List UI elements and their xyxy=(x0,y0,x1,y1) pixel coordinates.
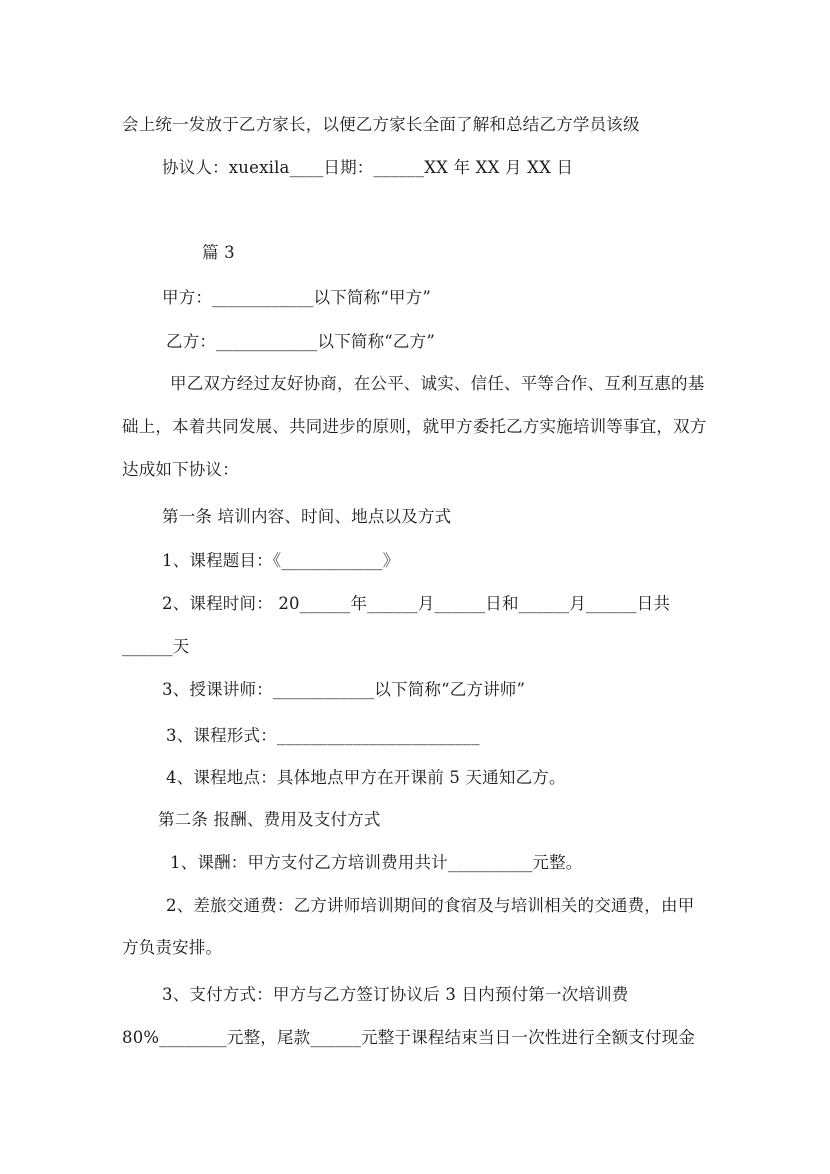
party-b-line: 乙方：____________以下简称“乙方” xyxy=(166,332,435,351)
paragraph-line: 甲乙双方经过友好协商，在公平、诚实、信任、平等合作、互利互惠的基 xyxy=(170,374,705,393)
clause-line: 3、授课讲师：____________以下简称“乙方讲师” xyxy=(162,680,526,699)
article-heading: 第一条 培训内容、时间、地点以及方式 xyxy=(162,507,452,526)
clause-line: 方负责安排。 xyxy=(122,938,223,957)
clause-line: 3、支付方式：甲方与乙方签订协议后 3 日内预付第一次培训费 xyxy=(162,985,629,1004)
clause-line: ______天 xyxy=(122,637,190,656)
clause-line: 80%________元整，尾款______元整于课程结束当日一次性进行全额支付现金 xyxy=(122,1028,696,1047)
article-heading: 第二条 报酬、费用及支付方式 xyxy=(158,810,381,829)
paragraph-line: 达成如下协议： xyxy=(122,460,239,479)
clause-line: 1、课程题目：《____________》 xyxy=(162,551,400,570)
clause-line: 1、课酬：甲方支付乙方培训费用共计__________元整。 xyxy=(170,853,583,872)
signature-line: 协议人：xuexila____日期：______XX 年 XX 月 XX 日 xyxy=(162,158,574,177)
section-heading: 篇 3 xyxy=(202,243,235,262)
clause-line: 3、课程形式：________________________ xyxy=(166,726,480,745)
clause-line: 2、课程时间： 20______年______月______日和______月______日共 xyxy=(162,594,671,613)
paragraph-line: 础上，本着共同发展、共同进步的原则，就甲方委托乙方实施培训等事宜，双方 xyxy=(122,417,707,436)
party-a-line: 甲方：____________以下简称“甲方” xyxy=(162,288,431,307)
clause-line: 4、课程地点：具体地点甲方在开课前 5 天通知乙方。 xyxy=(166,768,566,787)
clause-line: 2、差旅交通费：乙方讲师培训期间的食宿及与培训相关的交通费，由甲 xyxy=(166,896,695,915)
paragraph-line: 会上统一发放于乙方家长，以便乙方家长全面了解和总结乙方学员该级 xyxy=(122,115,640,134)
